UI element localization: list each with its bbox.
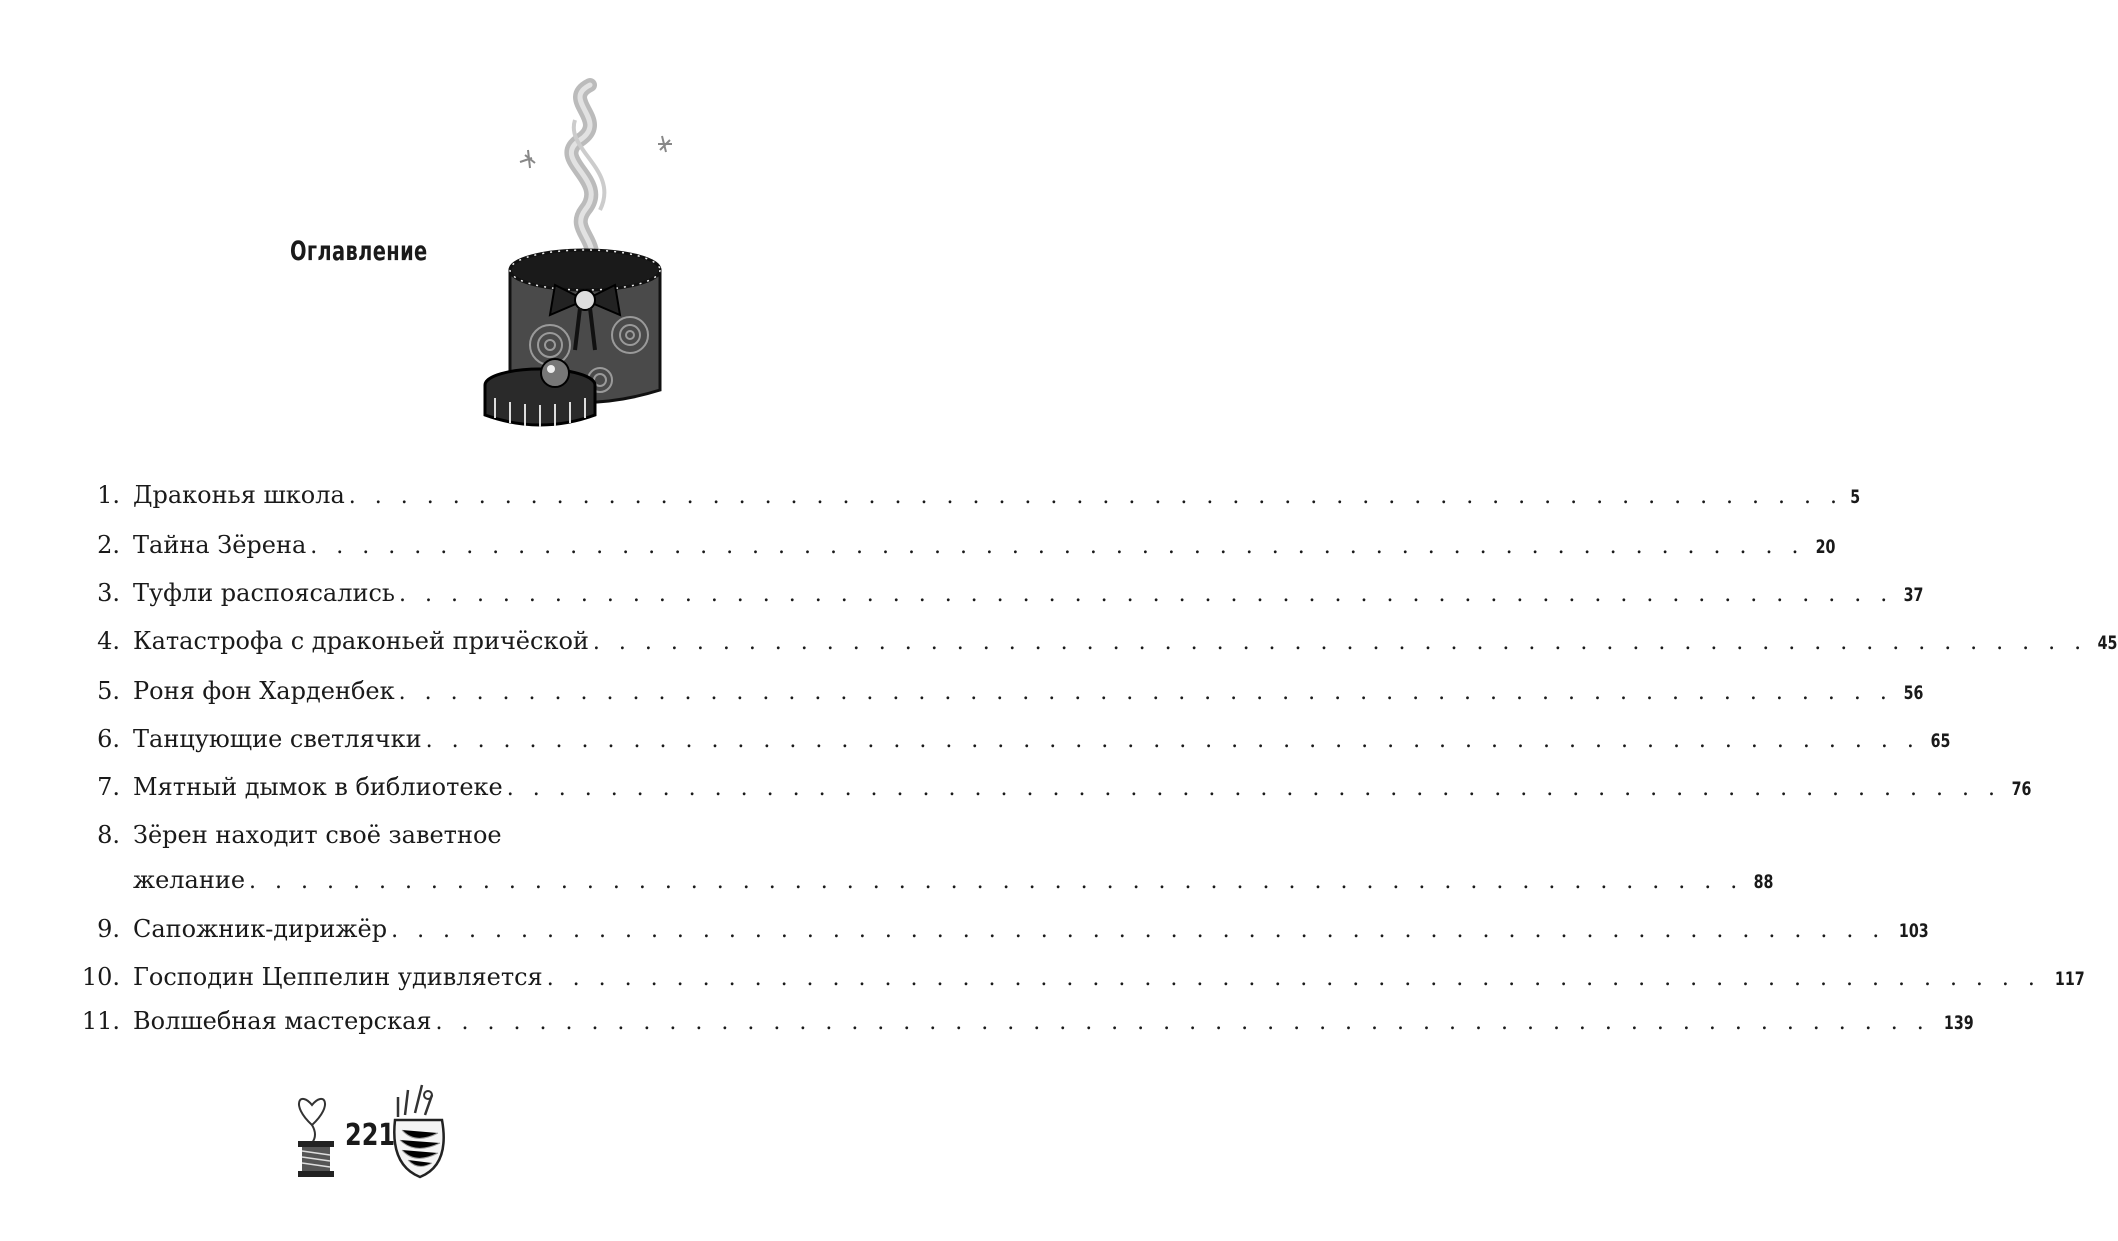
toc-entry: 7. Мятный дымок в библиотеке . . . . . . . . . . . . . . . . . . . . . . . . . . . . . . . . . . . . . . . . . . . . . . . . . . . . . . . . . . 76 — [0, 772, 768, 812]
entry-page: 65 — [1930, 730, 1951, 752]
spool-icon — [298, 1099, 334, 1177]
toc-entry: 11. Волшебная мастерская . . . . . . . . . . . . . . . . . . . . . . . . . . . . . . . . . . . . . . . . . . . . . . . . . . . . . . . . . . 139 — [0, 1006, 768, 1046]
entry-page: 20 — [1815, 536, 1835, 558]
toc-entry: 9. Сапожник-дирижёр . . . . . . . . . . . . . . . . . . . . . . . . . . . . . . . . . . . . . . . . . . . . . . . . . . . . . . . . . . 103 — [0, 914, 768, 954]
entry-title: Сапожник-дирижёр — [133, 915, 388, 943]
entry-page: 37 — [1903, 584, 1924, 606]
entry-title: Танцующие светлячки — [133, 725, 422, 753]
page-number: 221 — [345, 1118, 396, 1153]
toc-entry: 1. Драконья школа . . . . . . . . . . . . . . . . . . . . . . . . . . . . . . . . . . . . . . . . . . . . . . . . . . . . . . . . . . 5 — [0, 480, 768, 520]
entry-title: Тайна Зёрена — [133, 531, 307, 559]
entry-title: Мятный дымок в библиотеке — [133, 773, 503, 801]
toc-entry: 10. Господин Цеппелин удивляется . . . . . . . . . . . . . . . . . . . . . . . . . . . . . . . . . . . . . . . . . . . . . . . . . . . . . . . . . . 117 — [0, 962, 768, 1002]
entry-title-cont: желание — [133, 866, 246, 894]
hatbox-illustration — [480, 80, 680, 440]
entry-page: 45 — [2097, 632, 2118, 654]
entry-page: 56 — [1903, 682, 1924, 704]
toc-entry: 6. Танцующие светлячки . . . . . . . . . . . . . . . . . . . . . . . . . . . . . . . . . . . . . . . . . . . . . . . . . . . . . . . . . . 65 — [0, 724, 768, 764]
entry-title: Роня фон Харденбек — [133, 677, 395, 705]
entry-page: 103 — [1899, 920, 1929, 942]
entry-title: Волшебная мастерская — [133, 1007, 432, 1035]
entry-page: 5 — [1850, 486, 1861, 508]
page-title: Оглавление — [290, 236, 428, 267]
entry-page: 88 — [1753, 871, 1774, 893]
entry-title: Туфли распоясались — [133, 579, 395, 607]
entry-page: 76 — [2011, 778, 2032, 800]
toc-entry: 3. Туфли распоясались . . . . . . . . . . . . . . . . . . . . . . . . . . . . . . . . . . . . . . . . . . . . . . . . . . . . . . . . . . 37 — [0, 578, 768, 618]
toc-entry: 4. Катастрофа с драконьей причёской . . . . . . . . . . . . . . . . . . . . . . . . . . . . . . . . . . . . . . . . . . . . . . . . . . . . . . . . . . 45 — [0, 626, 768, 666]
entry-page: 139 — [1943, 1012, 1974, 1034]
entry-title: Господин Цеппелин удивляется — [133, 963, 543, 991]
toc-entry: 5. Роня фон Харденбек . . . . . . . . . . . . . . . . . . . . . . . . . . . . . . . . . . . . . . . . . . . . . . . . . . . . . . . . . . 56 — [0, 676, 768, 716]
toc-entry: 2. Тайна Зёрена . . . . . . . . . . . . . . . . . . . . . . . . . . . . . . . . . . . . . . . . . . . . . . . . . . . . . . . . . . 20 — [0, 530, 768, 570]
entry-title: Зёрен находит своё заветное — [133, 821, 502, 849]
toc-entry: 8. Зёрен находит своё заветное — [97, 821, 502, 849]
entry-page: 117 — [2054, 968, 2085, 990]
entry-title: Катастрофа с драконьей причёской — [133, 627, 589, 655]
toc-entry-continued: желание . . . . . . . . . . . . . . . . . . . . . . . . . . . . . . . . . . . . . . . . . . . . . . . . . . . . . . . . . . 88 — [0, 865, 768, 905]
pouch-icon — [394, 1085, 443, 1177]
entry-title: Драконья школа — [133, 481, 345, 509]
